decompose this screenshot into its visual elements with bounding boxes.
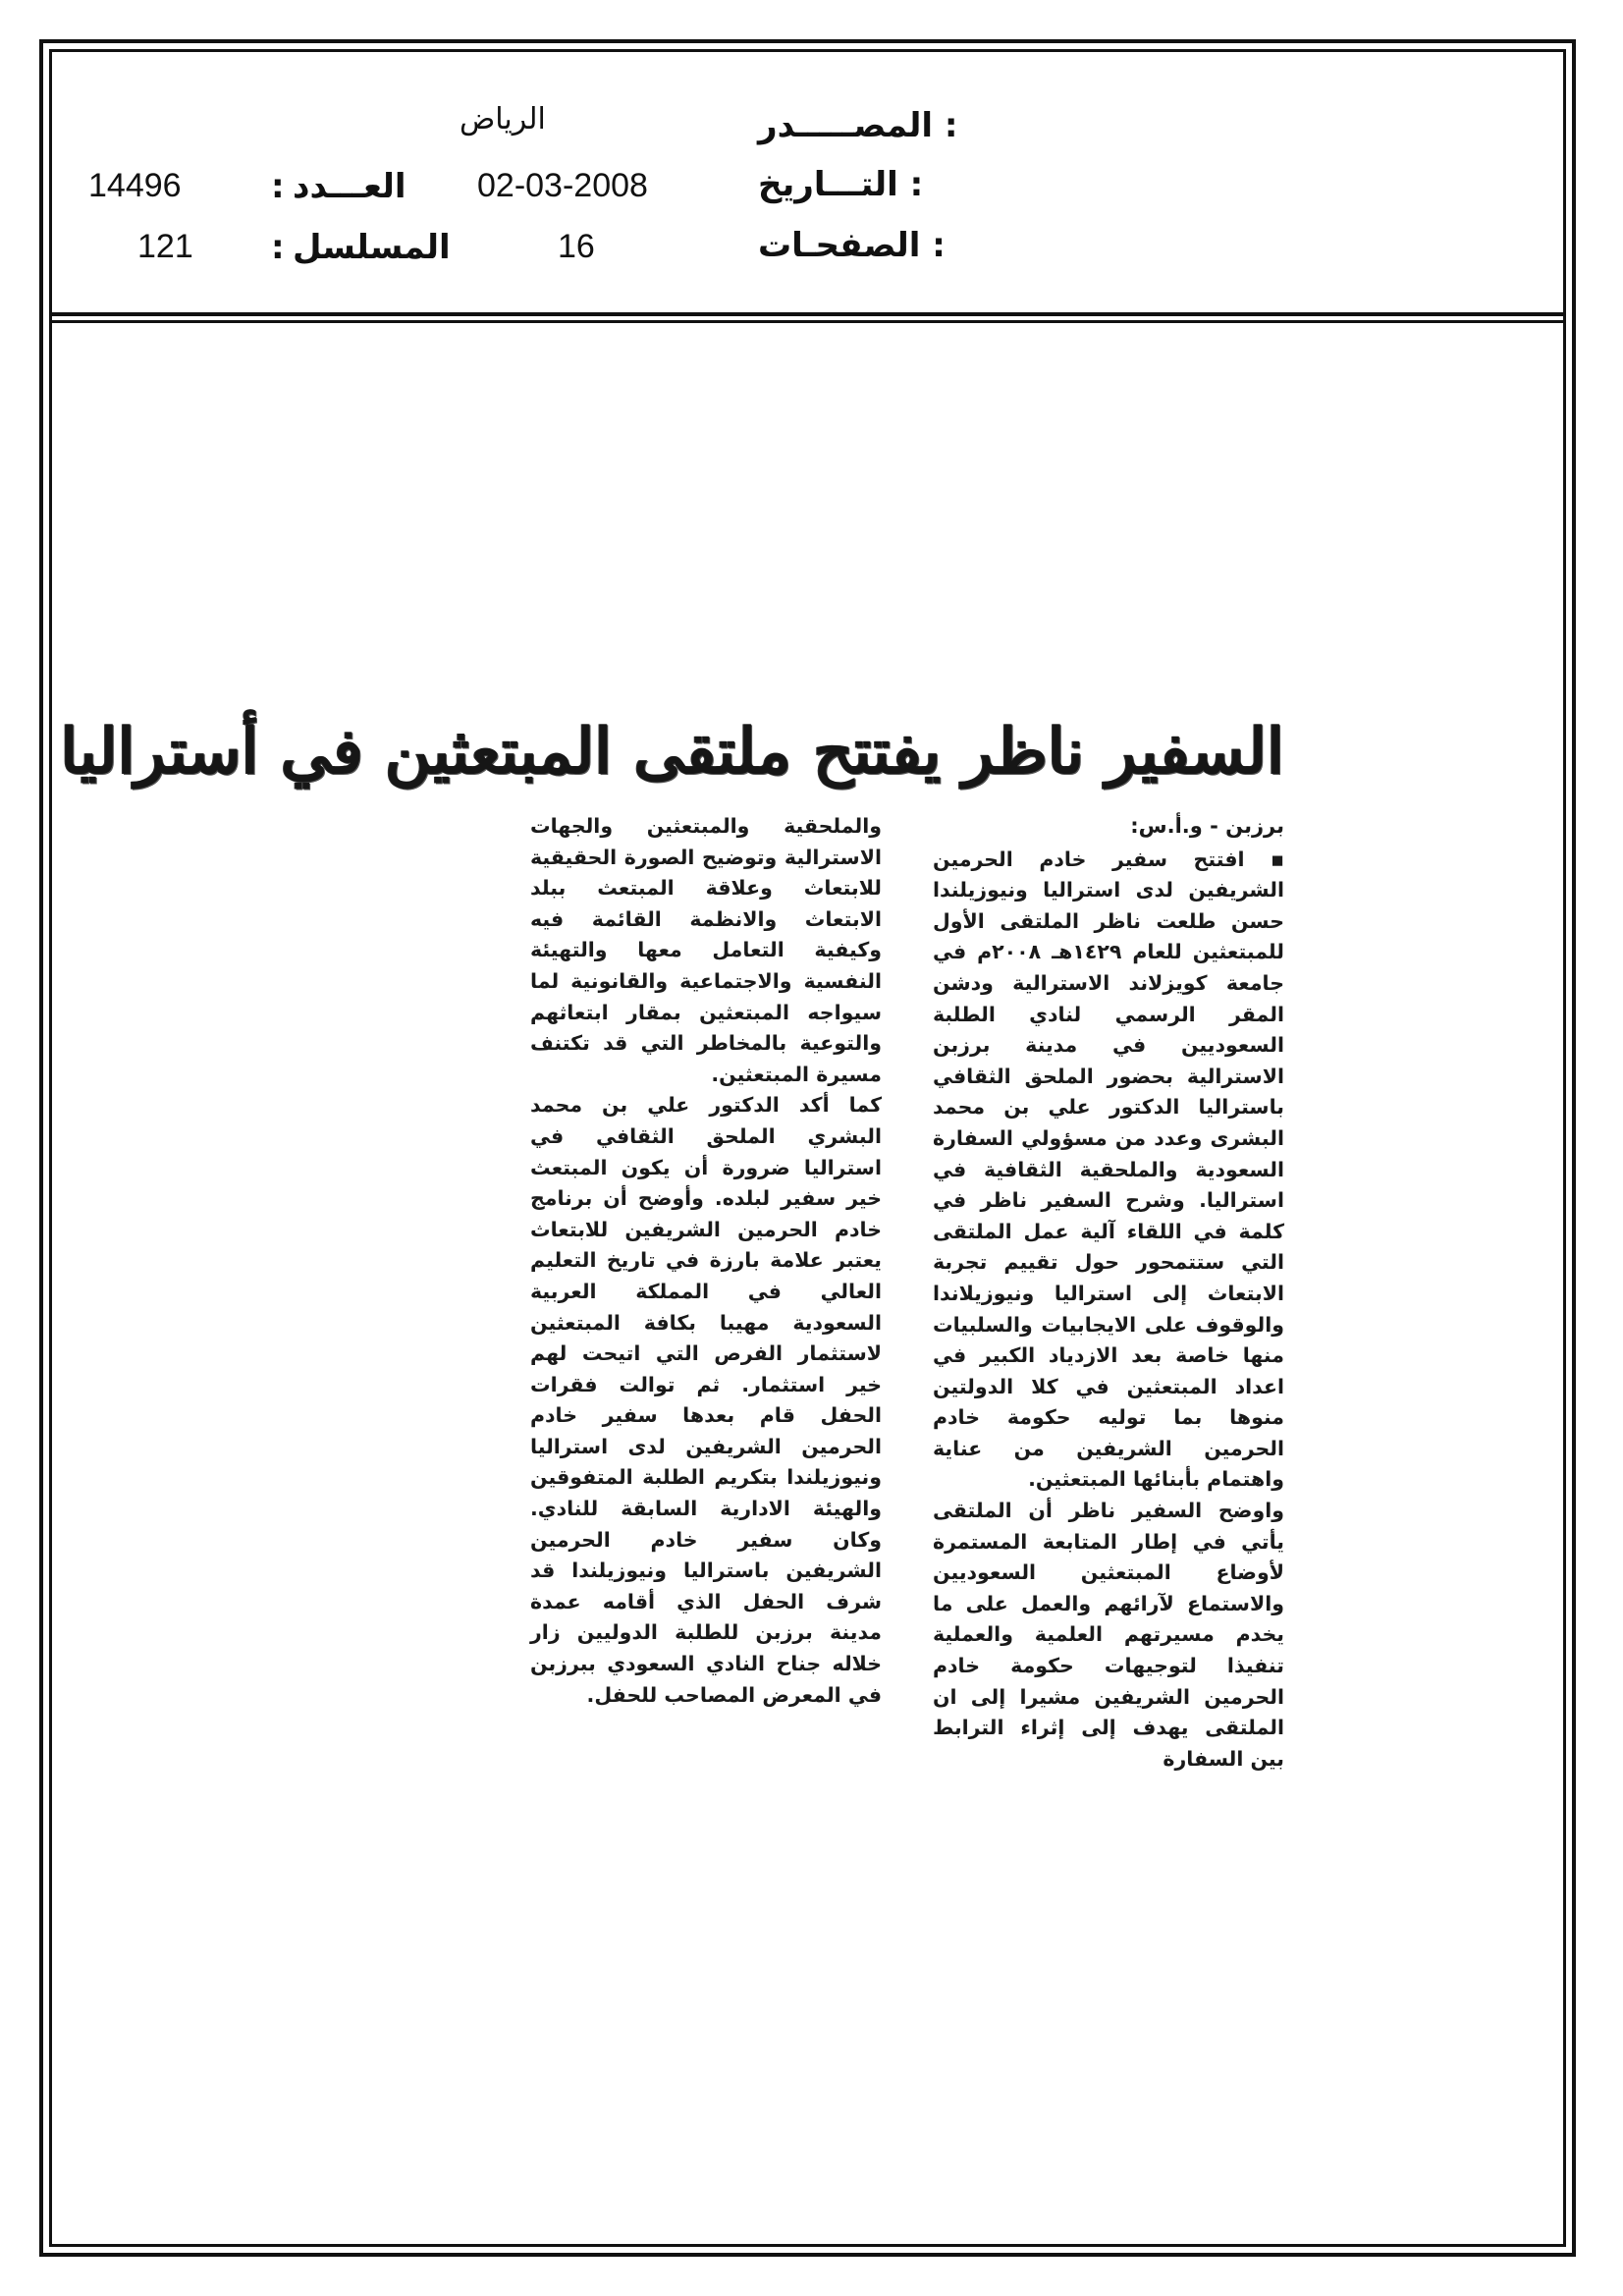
serial-value: 121 bbox=[137, 228, 193, 265]
issue-colon: : bbox=[271, 167, 285, 206]
issue-value: 14496 bbox=[88, 167, 182, 204]
article-paragraph: كما أكد الدكتور علي بن محمد البشري الملحق الثقافي في استراليا ضرورة أن يكون المبتعث خير سفير لبلده. وأوضح أن برنامج خادم الحرمين الشريفين للابتعاث يعتبر علامة بارزة في تاريخ التعليم العالي في المملكة العربية السعودية مهيبا بكافة المبتعثين لاستثمار الفرص التي اتيحت لهم خير استثمار. ثم توالت فقرات الحفل قام بعدها سفير خادم الحرمين الشريفين لدى استراليا ونيوزيلندا بتكريم الطلبة المتفوقين والهيئة الادارية السابقة للنادي. وكان سفير خادم الحرمين الشريفين باستراليا ونيوزيلندا قد شرف الحفل الذي أقامه عمدة مدينة برزبن للطلبة الدوليين زار خلاله جناح النادي السعودي ببرزبن في المعرض المصاحب للحفل. bbox=[530, 1093, 882, 1707]
serial-label: المسلسل bbox=[293, 228, 451, 267]
date-value: 02-03-2008 bbox=[477, 167, 648, 204]
article-headline: السفير ناظر يفتتح ملتقى المبتعثين في أستراليا bbox=[60, 715, 1284, 789]
article-paragraph: والملحقية والمبتعثين والجهات الاسترالية وتوضيح الصورة الحقيقية للابتعاث وعلاقة المبتعث ببلد الابتعاث والانظمة القائمة فيه وكيفية التعامل معها والتهيئة النفسية والاجتماعية والقانونية لما سيواجه المبتعثين بمقار ابتعاثهم والتوعية بالمخاطر التي قد تكتنف مسيرة المبتعثين. bbox=[530, 814, 882, 1086]
header-divider bbox=[49, 312, 1566, 323]
pages-value: 16 bbox=[558, 228, 595, 265]
issue-label: العـــدد bbox=[293, 167, 406, 206]
article-clipping bbox=[60, 705, 1284, 1771]
date-label: التـــاريخ : bbox=[758, 165, 924, 204]
article-paragraph: ▪ افتتح سفير خادم الحرمين الشريفين لدى استراليا ونيوزيلندا حسن طلعت ناظر الملتقى الأول للمبتعثين للعام ١٤٢٩هـ ٢٠٠٨م في جامعة كويزلاند الاسترالية ودشن المقر الرسمي لنادي الطلبة السعوديين في مدينة برزبن الاسترالية بحضور الملحق الثقافي باستراليا الدكتور علي بن محمد البشرى وعدد من مسؤولي السفارة السعودية والملحقية الثقافية في استراليا. وشرح السفير ناظر في كلمة في اللقاء آلية عمل الملتقى التي ستتمحور حول تقييم تجربة الابتعاث إلى استراليا ونيوزيلاندا والوقوف على الايجابيات والسلبيات منها خاصة بعد الازدياد الكبير في اعداد المبتعثين في كلا الدولتين منوها بما توليه حكومة خادم الحرمين الشريفين من عناية واهتمام بأبنائها المبتعثين. bbox=[933, 847, 1284, 1492]
article-dateline: برزبن - و.أ.س: bbox=[1130, 814, 1284, 838]
pages-label: الصفحـات : bbox=[758, 226, 946, 265]
article-paragraph: واوضح السفير ناظر أن الملتقى يأتي في إطار المتابعة المستمرة لأوضاع المبتعثين السعوديين والاستماع لآرائهم والعمل على ما يخدم مسيرتهم العلمية والعملية تنفيذا لتوجيهات حكومة خادم الحرمين الشريفين مشيرا إلى ان الملتقى يهدف إلى إثراء الترابط بين السفارة bbox=[933, 1499, 1284, 1771]
serial-colon: : bbox=[271, 228, 285, 267]
source-label: المصـــــدر : bbox=[758, 106, 958, 145]
source-value: الرياض bbox=[460, 102, 546, 137]
article-column-right bbox=[933, 811, 1284, 1775]
article-column-left bbox=[530, 811, 882, 1711]
